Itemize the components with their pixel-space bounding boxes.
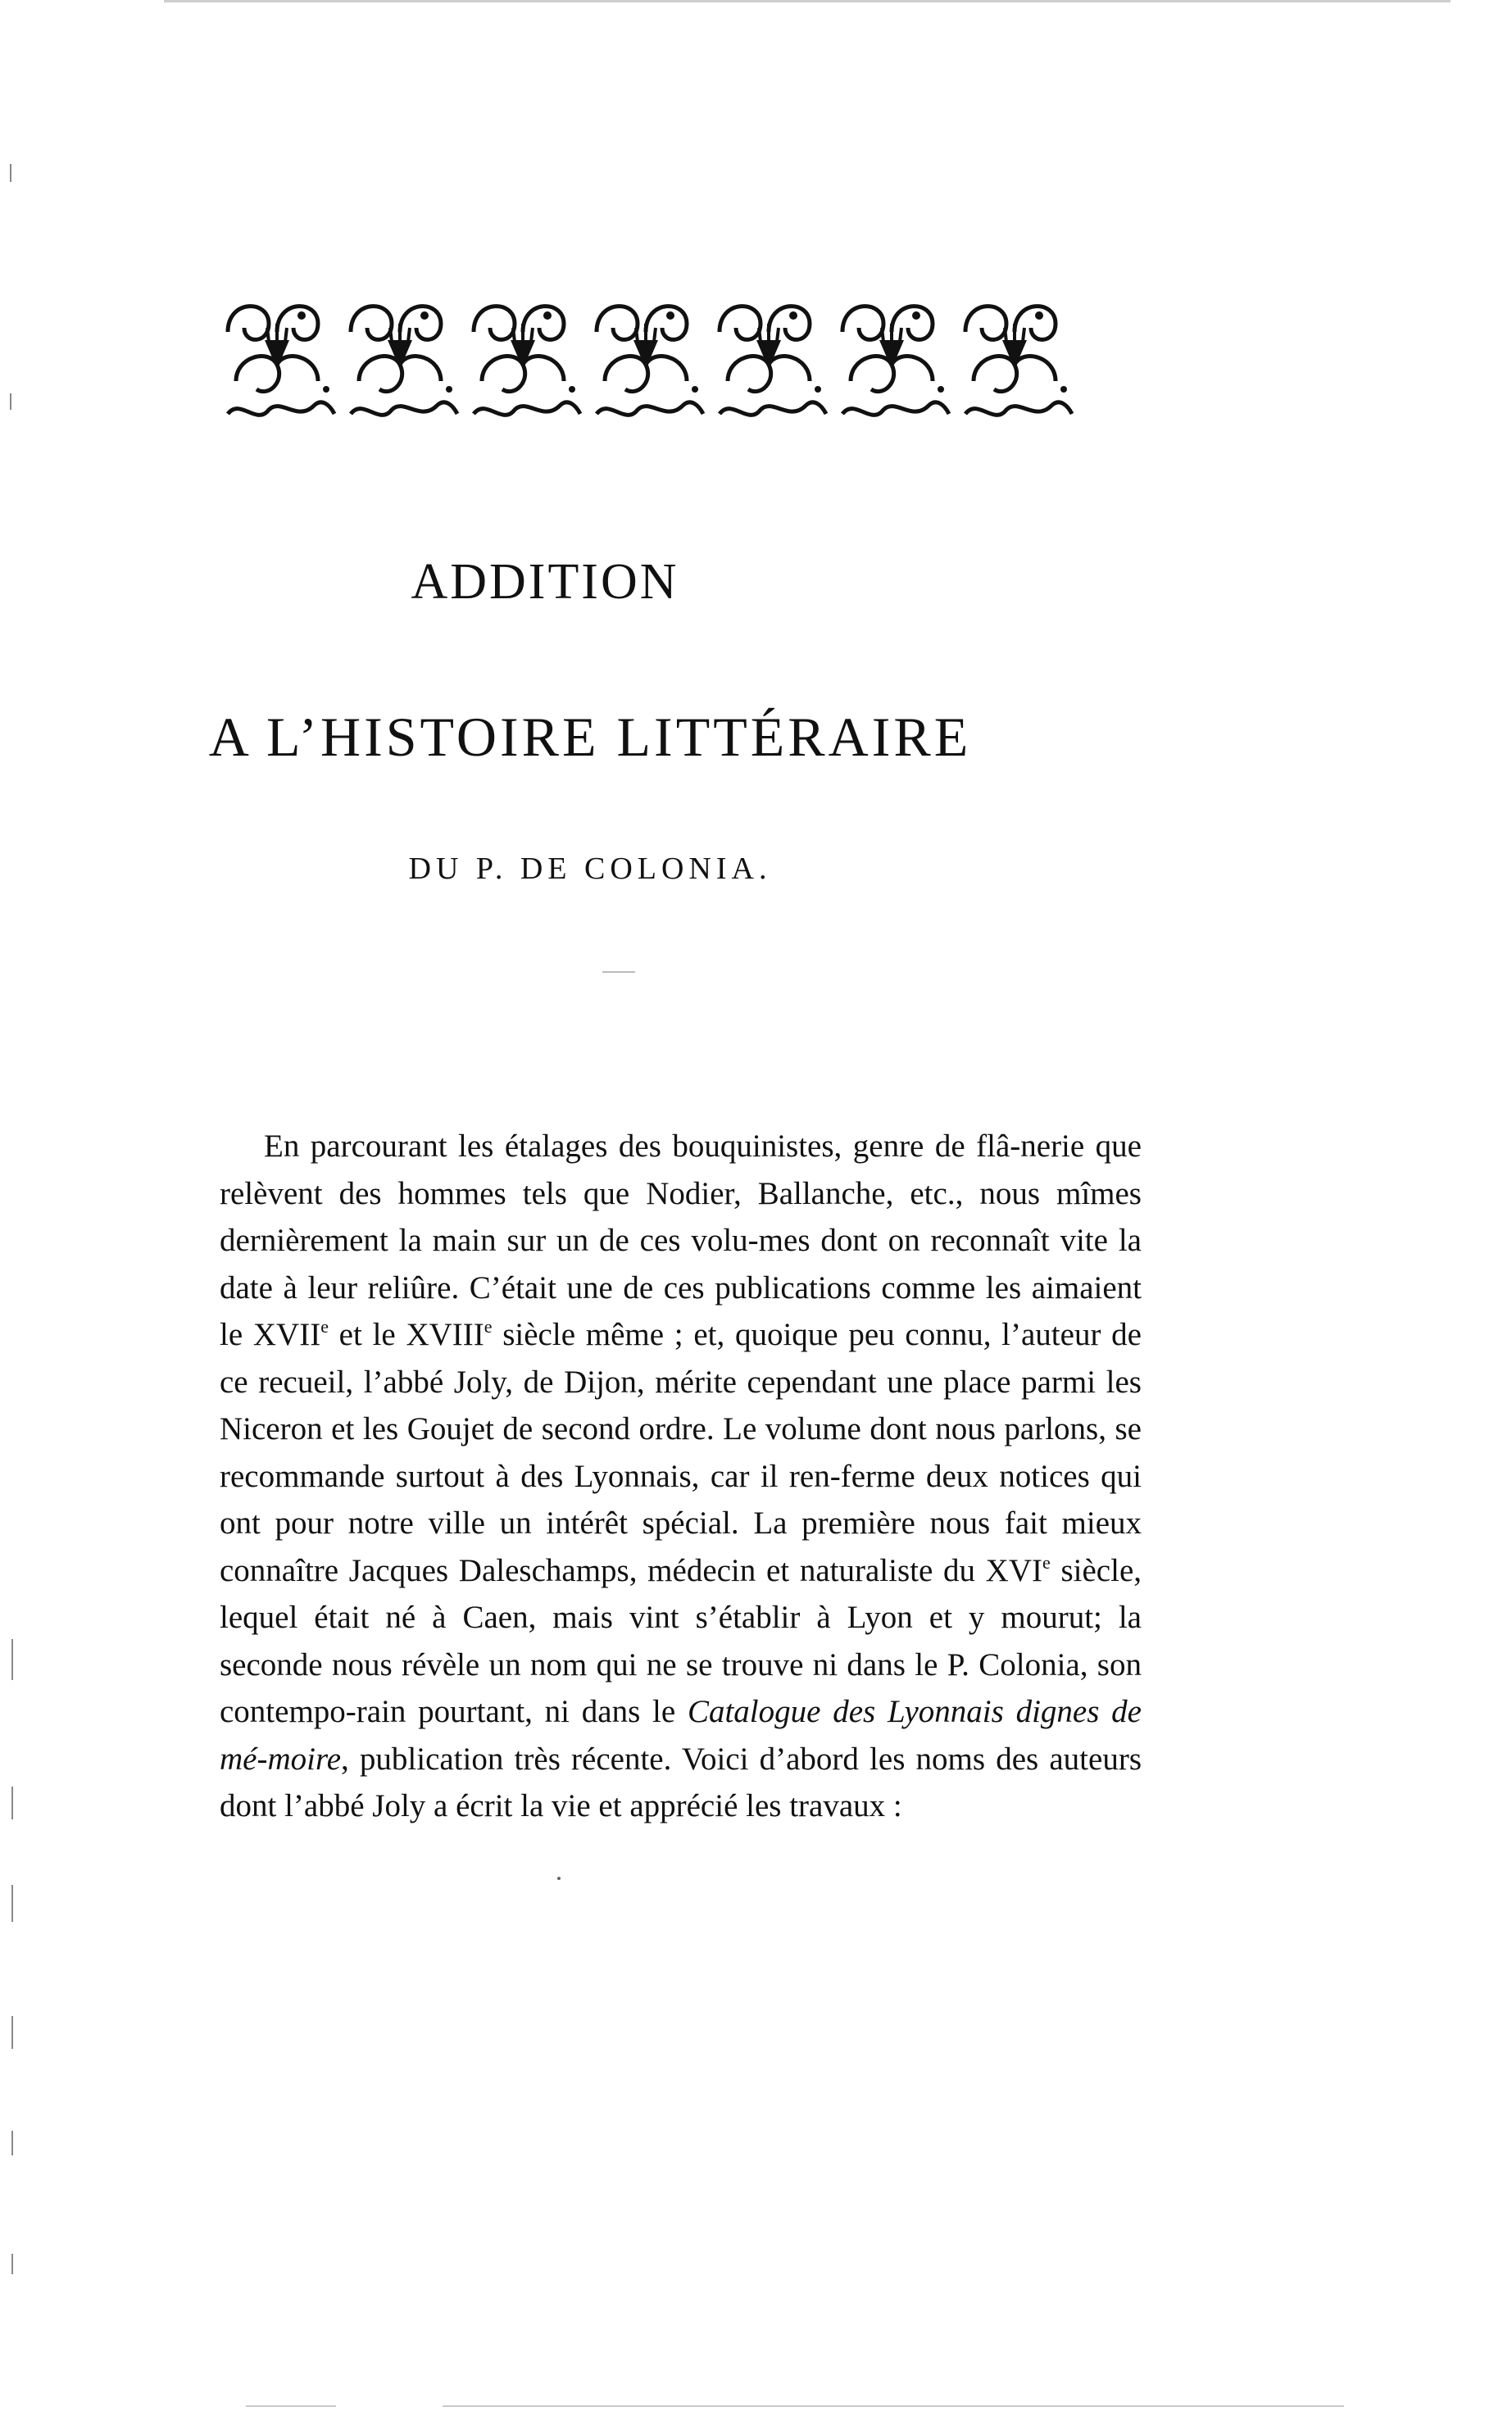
title-addition: ADDITION [411,554,679,610]
bottom-rule [246,2405,336,2407]
margin-mark [10,393,11,410]
margin-mark [11,1787,13,1819]
margin-mark [11,1885,13,1922]
title-histoire-litteraire: A L’HISTOIRE LITTÉRAIRE [208,706,972,768]
separator-mark [602,971,635,973]
bottom-rule [443,2405,1344,2407]
margin-mark [10,164,11,182]
decorative-headpiece [220,283,1088,430]
margin-mark [11,2016,13,2049]
margin-mark [11,2254,13,2274]
paragraph: En parcourant les étalages des bouquinistes, genre de flâ-nerie que relèvent des hommes tels que Nodier, Ballanche, etc., nous mîmes dernièrement la main sur un de ces volu-mes dont on reconnaît vite la date à leur reliûre. C’était une de ces publications comme les aimaient le XVIIe et le XVIIIe siècle même ; et, quoique peu connu, l’auteur de ce recueil, l’abbé Joly, de Dijon, mérite cependant une place parmi les Niceron et les Goujet de second ordre. Le volume dont nous parlons, se recommande surtout à des Lyonnais, car il ren-ferme deux notices qui ont pour notre ville un intérêt spécial. La première nous fait mieux connaître Jacques Daleschamps, médecin et naturaliste du XVIe siècle, lequel était né à Caen, mais vint s’établir à Lyon et y mourut; la seconde nous révèle un nom qui ne se trouve ni dans le P. Colonia, son contempo-rain pourtant, ni dans le Catalogue des Lyonnais dignes de mé-moire, publication très récente. Voici d’abord les noms des auteurs dont l’abbé Joly a écrit la vie et apprécié les travaux : [220,1129,1142,1823]
body-text [220,1123,1142,1830]
title-colonia: DU P. DE COLONIA. [408,852,772,886]
top-rule [164,0,1451,2]
stray-dot [557,1877,561,1880]
margin-mark [11,2131,13,2155]
margin-mark [11,1639,13,1680]
